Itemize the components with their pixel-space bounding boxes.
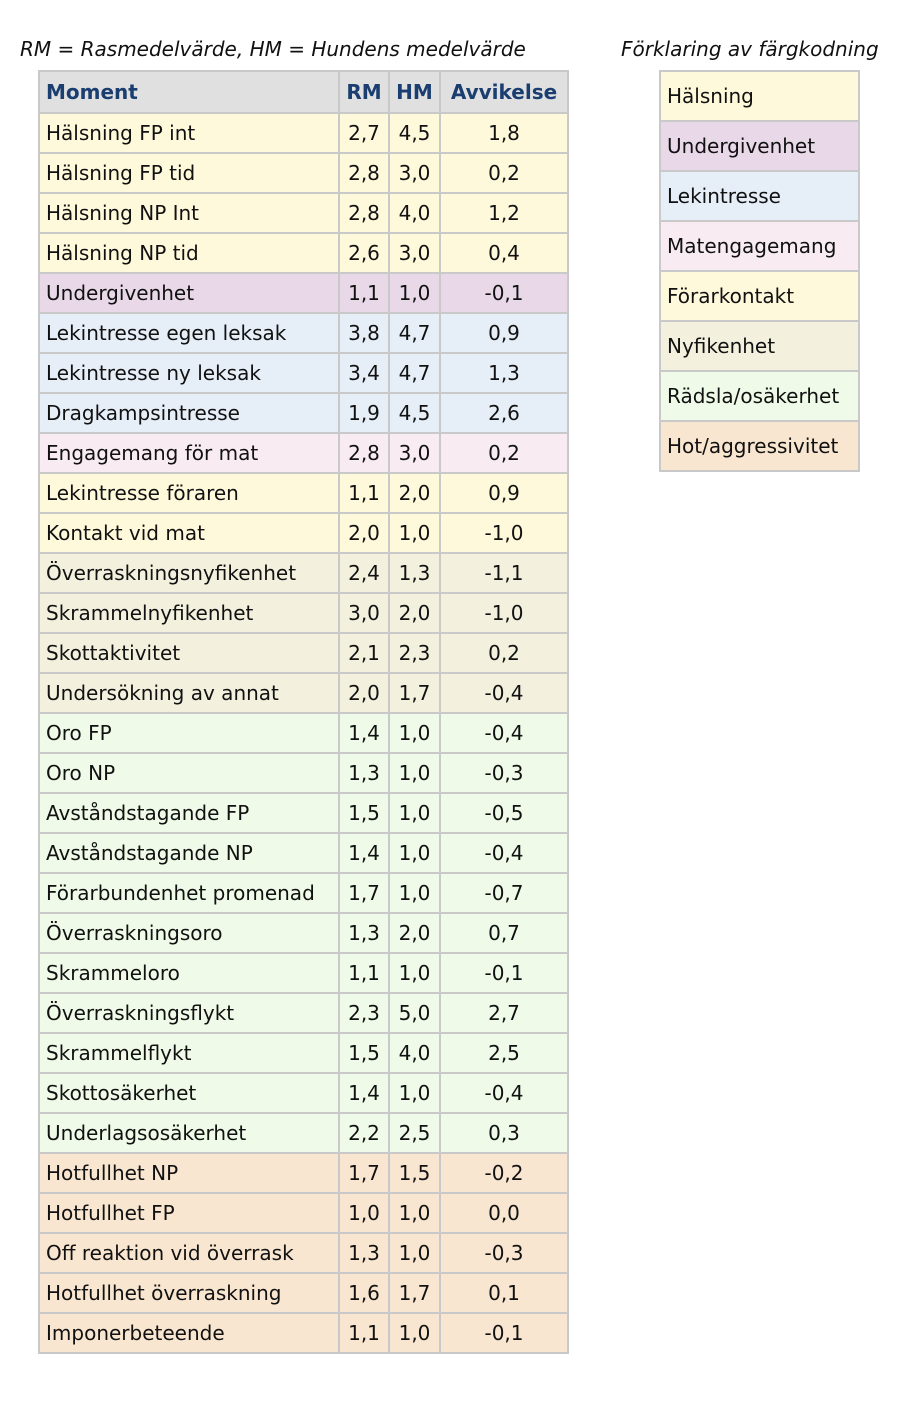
avvikelse-cell: -0,4 xyxy=(440,833,568,873)
hm-cell: 1,3 xyxy=(389,553,440,593)
legend-row xyxy=(660,221,859,271)
moment-cell: Överraskningsnyfikenhet xyxy=(39,553,339,593)
avvikelse-cell: 0,7 xyxy=(440,913,568,953)
rm-cell: 1,9 xyxy=(339,393,389,433)
hm-cell: 4,7 xyxy=(389,353,440,393)
moment-cell: Dragkampsintresse xyxy=(39,393,339,433)
legend-row xyxy=(660,121,859,171)
rm-cell: 1,7 xyxy=(339,1153,389,1193)
moment-cell: Undergivenhet xyxy=(39,273,339,313)
rm-cell: 1,4 xyxy=(339,713,389,753)
table-row xyxy=(39,113,568,153)
hm-cell: 1,0 xyxy=(389,833,440,873)
hm-cell: 4,5 xyxy=(389,393,440,433)
table-row xyxy=(39,1113,568,1153)
avvikelse-cell: -0,1 xyxy=(440,953,568,993)
moment-cell: Skottaktivitet xyxy=(39,633,339,673)
legend-row xyxy=(660,271,859,321)
moment-cell: Skrammeloro xyxy=(39,953,339,993)
avvikelse-cell: -1,0 xyxy=(440,593,568,633)
moment-cell: Engagemang för mat xyxy=(39,433,339,473)
avvikelse-cell: -0,3 xyxy=(440,1233,568,1273)
table-row xyxy=(39,433,568,473)
avvikelse-cell: 2,6 xyxy=(440,393,568,433)
hm-cell: 1,0 xyxy=(389,953,440,993)
legend-row xyxy=(660,371,859,421)
hm-cell: 5,0 xyxy=(389,993,440,1033)
hm-cell: 1,7 xyxy=(389,1273,440,1313)
rm-cell: 2,4 xyxy=(339,553,389,593)
table-row xyxy=(39,473,568,513)
avvikelse-cell: 0,2 xyxy=(440,433,568,473)
legend-item-matengagemang: Matengagemang xyxy=(660,221,859,271)
table-row xyxy=(39,713,568,753)
legend-item-halsning: Hälsning xyxy=(660,71,859,121)
avvikelse-cell: 2,5 xyxy=(440,1033,568,1073)
avvikelse-cell: 1,8 xyxy=(440,113,568,153)
hm-cell: 2,0 xyxy=(389,913,440,953)
table-row xyxy=(39,953,568,993)
table-row xyxy=(39,1073,568,1113)
table-row xyxy=(39,1153,568,1193)
hm-cell: 2,3 xyxy=(389,633,440,673)
table-row xyxy=(39,393,568,433)
rm-cell: 1,1 xyxy=(339,273,389,313)
abbreviation-caption: RM = Rasmedelvärde, HM = Hundens medelvärde xyxy=(20,37,526,61)
moment-cell: Hotfullhet överraskning xyxy=(39,1273,339,1313)
hm-cell: 4,7 xyxy=(389,313,440,353)
hm-cell: 1,0 xyxy=(389,1233,440,1273)
hm-cell: 2,0 xyxy=(389,593,440,633)
rm-cell: 1,3 xyxy=(339,753,389,793)
rm-cell: 1,3 xyxy=(339,913,389,953)
hm-cell: 1,0 xyxy=(389,513,440,553)
moment-cell: Överraskningsflykt xyxy=(39,993,339,1033)
hm-cell: 3,0 xyxy=(389,153,440,193)
table-row xyxy=(39,673,568,713)
legend-row xyxy=(660,421,859,471)
moment-cell: Skottosäkerhet xyxy=(39,1073,339,1113)
rm-cell: 3,0 xyxy=(339,593,389,633)
avvikelse-cell: -1,1 xyxy=(440,553,568,593)
rm-cell: 1,1 xyxy=(339,953,389,993)
moment-cell: Skrammelnyfikenhet xyxy=(39,593,339,633)
rm-cell: 2,0 xyxy=(339,673,389,713)
rm-cell: 1,3 xyxy=(339,1233,389,1273)
moment-cell: Lekintresse egen leksak xyxy=(39,313,339,353)
rm-cell: 2,8 xyxy=(339,433,389,473)
rm-cell: 2,1 xyxy=(339,633,389,673)
avvikelse-cell: 0,3 xyxy=(440,1113,568,1153)
rm-cell: 1,7 xyxy=(339,873,389,913)
hm-cell: 1,0 xyxy=(389,273,440,313)
legend-item-forarkontakt: Förarkontakt xyxy=(660,271,859,321)
rm-cell: 2,0 xyxy=(339,513,389,553)
avvikelse-cell: -0,4 xyxy=(440,673,568,713)
moment-cell: Avståndstagande FP xyxy=(39,793,339,833)
moment-cell: Förarbundenhet promenad xyxy=(39,873,339,913)
avvikelse-cell: 0,9 xyxy=(440,473,568,513)
table-row xyxy=(39,1193,568,1233)
hm-cell: 1,0 xyxy=(389,1073,440,1113)
table-row xyxy=(39,1033,568,1073)
hm-cell: 1,0 xyxy=(389,713,440,753)
rm-cell: 2,2 xyxy=(339,1113,389,1153)
legend-caption: Förklaring av färgkodning xyxy=(621,37,879,61)
avvikelse-cell: 1,3 xyxy=(440,353,568,393)
rm-cell: 2,8 xyxy=(339,193,389,233)
table-row xyxy=(39,153,568,193)
hm-cell: 1,0 xyxy=(389,753,440,793)
moment-cell: Oro FP xyxy=(39,713,339,753)
avvikelse-cell: -0,5 xyxy=(440,793,568,833)
moment-cell: Hotfullhet NP xyxy=(39,1153,339,1193)
table-row xyxy=(39,513,568,553)
rm-cell: 2,7 xyxy=(339,113,389,153)
avvikelse-cell: -0,4 xyxy=(440,713,568,753)
table-header-row xyxy=(39,71,568,113)
moment-cell: Oro NP xyxy=(39,753,339,793)
header-avvikelse: Avvikelse xyxy=(440,71,568,113)
table-row xyxy=(39,1233,568,1273)
hm-cell: 1,7 xyxy=(389,673,440,713)
moment-cell: Lekintresse föraren xyxy=(39,473,339,513)
table-row xyxy=(39,273,568,313)
hm-cell: 3,0 xyxy=(389,233,440,273)
avvikelse-cell: 0,1 xyxy=(440,1273,568,1313)
rm-cell: 1,5 xyxy=(339,793,389,833)
moment-cell: Kontakt vid mat xyxy=(39,513,339,553)
legend-item-nyfikenhet: Nyfikenhet xyxy=(660,321,859,371)
moment-cell: Skrammelflykt xyxy=(39,1033,339,1073)
rm-cell: 1,0 xyxy=(339,1193,389,1233)
moment-cell: Underlagsosäkerhet xyxy=(39,1113,339,1153)
hm-cell: 1,0 xyxy=(389,873,440,913)
avvikelse-cell: 0,2 xyxy=(440,633,568,673)
header-moment: Moment xyxy=(39,71,339,113)
avvikelse-cell: -1,0 xyxy=(440,513,568,553)
legend-body xyxy=(660,71,859,471)
moment-cell: Hälsning NP tid xyxy=(39,233,339,273)
table-row xyxy=(39,553,568,593)
hm-cell: 3,0 xyxy=(389,433,440,473)
table-row xyxy=(39,1273,568,1313)
rm-cell: 1,4 xyxy=(339,833,389,873)
rm-cell: 1,1 xyxy=(339,473,389,513)
table-row xyxy=(39,633,568,673)
table-row xyxy=(39,593,568,633)
hm-cell: 1,5 xyxy=(389,1153,440,1193)
table-row xyxy=(39,833,568,873)
hm-cell: 2,0 xyxy=(389,473,440,513)
hm-cell: 2,5 xyxy=(389,1113,440,1153)
color-legend xyxy=(659,70,860,472)
hm-cell: 1,0 xyxy=(389,1313,440,1353)
table-row xyxy=(39,873,568,913)
table-row xyxy=(39,793,568,833)
moment-cell: Hotfullhet FP xyxy=(39,1193,339,1233)
legend-row xyxy=(660,321,859,371)
avvikelse-cell: 0,0 xyxy=(440,1193,568,1233)
rm-cell: 1,4 xyxy=(339,1073,389,1113)
legend-item-radsla: Rädsla/osäkerhet xyxy=(660,371,859,421)
moment-cell: Avståndstagande NP xyxy=(39,833,339,873)
avvikelse-cell: 0,4 xyxy=(440,233,568,273)
legend-item-undergivenhet: Undergivenhet xyxy=(660,121,859,171)
legend-item-lekintresse: Lekintresse xyxy=(660,171,859,221)
table-row xyxy=(39,1313,568,1353)
moment-cell: Off reaktion vid överrask xyxy=(39,1233,339,1273)
results-table xyxy=(38,70,569,1354)
avvikelse-cell: 0,2 xyxy=(440,153,568,193)
avvikelse-cell: -0,4 xyxy=(440,1073,568,1113)
rm-cell: 1,1 xyxy=(339,1313,389,1353)
table-row xyxy=(39,313,568,353)
moment-cell: Överraskningsoro xyxy=(39,913,339,953)
header-hm: HM xyxy=(389,71,440,113)
rm-cell: 2,3 xyxy=(339,993,389,1033)
avvikelse-cell: 1,2 xyxy=(440,193,568,233)
hm-cell: 4,0 xyxy=(389,193,440,233)
rm-cell: 3,4 xyxy=(339,353,389,393)
moment-cell: Lekintresse ny leksak xyxy=(39,353,339,393)
rm-cell: 2,8 xyxy=(339,153,389,193)
hm-cell: 4,5 xyxy=(389,113,440,153)
avvikelse-cell: -0,1 xyxy=(440,273,568,313)
table-row xyxy=(39,193,568,233)
hm-cell: 4,0 xyxy=(389,1033,440,1073)
legend-item-hot: Hot/aggressivitet xyxy=(660,421,859,471)
moment-cell: Hälsning NP Int xyxy=(39,193,339,233)
results-body xyxy=(39,113,568,1353)
hm-cell: 1,0 xyxy=(389,1193,440,1233)
table-row xyxy=(39,913,568,953)
avvikelse-cell: -0,3 xyxy=(440,753,568,793)
table-row xyxy=(39,353,568,393)
rm-cell: 3,8 xyxy=(339,313,389,353)
moment-cell: Imponerbeteende xyxy=(39,1313,339,1353)
rm-cell: 1,6 xyxy=(339,1273,389,1313)
legend-row xyxy=(660,71,859,121)
table-row xyxy=(39,233,568,273)
legend-row xyxy=(660,171,859,221)
avvikelse-cell: -0,2 xyxy=(440,1153,568,1193)
table-row xyxy=(39,753,568,793)
moment-cell: Hälsning FP int xyxy=(39,113,339,153)
moment-cell: Hälsning FP tid xyxy=(39,153,339,193)
avvikelse-cell: 0,9 xyxy=(440,313,568,353)
rm-cell: 1,5 xyxy=(339,1033,389,1073)
avvikelse-cell: 2,7 xyxy=(440,993,568,1033)
avvikelse-cell: -0,7 xyxy=(440,873,568,913)
moment-cell: Undersökning av annat xyxy=(39,673,339,713)
hm-cell: 1,0 xyxy=(389,793,440,833)
header-rm: RM xyxy=(339,71,389,113)
rm-cell: 2,6 xyxy=(339,233,389,273)
avvikelse-cell: -0,1 xyxy=(440,1313,568,1353)
table-row xyxy=(39,993,568,1033)
